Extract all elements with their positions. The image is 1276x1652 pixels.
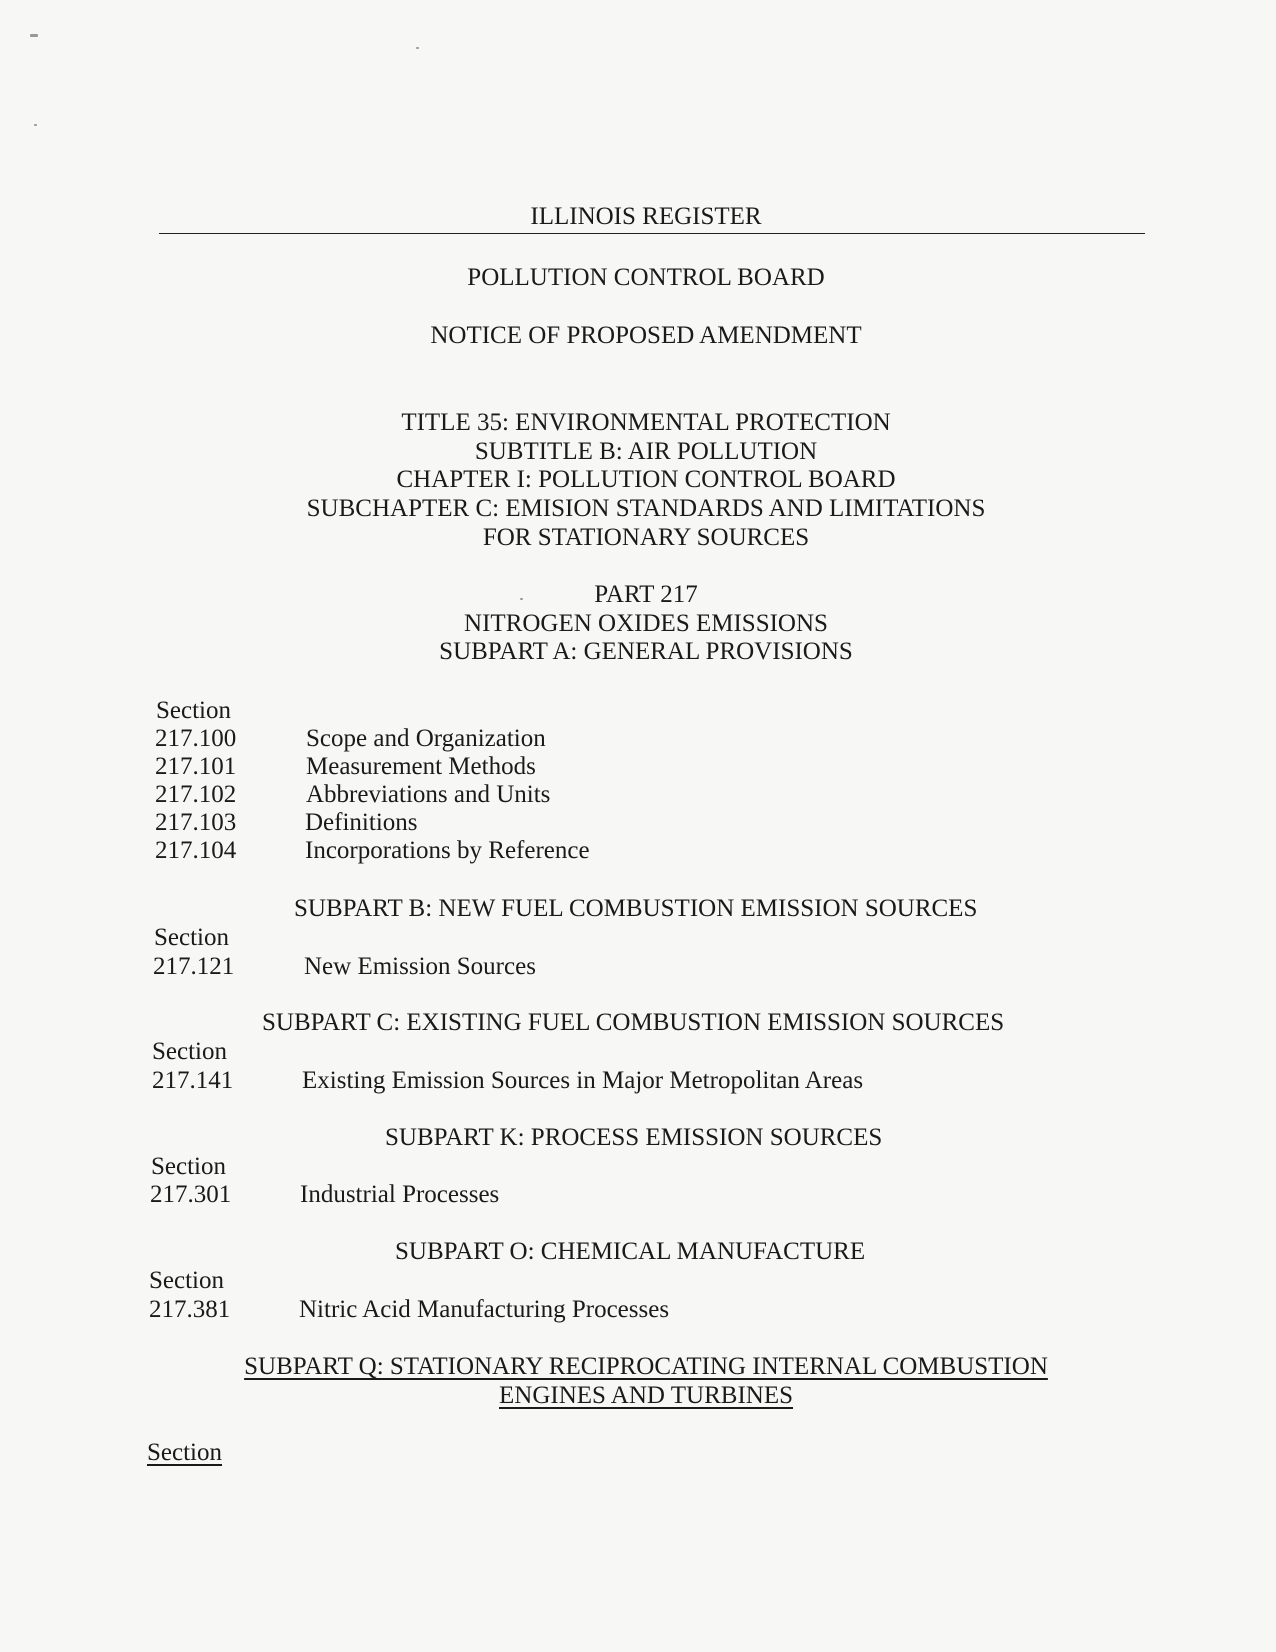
subpart-a-heading: SUBPART A: GENERAL PROVISIONS [439,638,853,665]
section-title: Scope and Organization [306,725,546,752]
subpart-q-heading-line-1: SUBPART Q: STATIONARY RECIPROCATING INTERNAL COMBUSTION [244,1353,1048,1380]
section-title: Definitions [305,809,418,836]
subpart-k-heading: SUBPART K: PROCESS EMISSION SOURCES [385,1124,883,1151]
subchapter-line-2: FOR STATIONARY SOURCES [482,524,810,551]
part-number: PART 217 [594,581,698,608]
section-number: 217.102 [155,781,237,808]
title-line: TITLE 35: ENVIRONMENTAL PROTECTION [401,409,891,436]
section-number: 217.104 [155,837,237,864]
section-number: 217.381 [149,1296,231,1323]
section-label: Section [156,697,231,724]
subpart-o-heading: SUBPART O: CHEMICAL MANUFACTURE [395,1238,866,1265]
section-number: 217.101 [155,753,237,780]
scan-speck [34,124,37,126]
section-number: 217.121 [153,953,235,980]
section-title: New Emission Sources [304,953,536,980]
section-title: Incorporations by Reference [305,837,590,864]
section-title: Abbreviations and Units [306,781,551,808]
subpart-b-heading: SUBPART B: NEW FUEL COMBUSTION EMISSION SOURCES [294,895,978,922]
section-number: 217.301 [150,1181,232,1208]
section-title: Existing Emission Sources in Major Metropolitan Areas [302,1067,864,1094]
section-label: Section [149,1267,224,1294]
part-name: NITROGEN OXIDES EMISSIONS [464,610,828,637]
scan-speck [416,47,419,49]
section-title: Nitric Acid Manufacturing Processes [299,1296,670,1323]
chapter-line: CHAPTER I: POLLUTION CONTROL BOARD [396,466,896,493]
section-label: Section [154,924,229,951]
section-label-underlined: Section [147,1439,222,1466]
section-label: Section [151,1153,226,1180]
subtitle-line: SUBTITLE B: AIR POLLUTION [474,438,818,465]
agency-name: POLLUTION CONTROL BOARD [467,264,825,291]
section-number: 217.100 [155,725,237,752]
subpart-q-heading-line-2: ENGINES AND TURBINES [499,1382,793,1409]
scan-speck [30,34,38,37]
subchapter-line-1: SUBCHAPTER C: EMISION STANDARDS AND LIMITATIONS [306,495,986,522]
section-number: 217.141 [152,1067,234,1094]
header-rule [159,233,1145,234]
section-label: Section [152,1038,227,1065]
section-title: Measurement Methods [306,753,536,780]
section-title: Industrial Processes [300,1181,500,1208]
register-title: ILLINOIS REGISTER [530,203,762,230]
notice-type: NOTICE OF PROPOSED AMENDMENT [430,322,862,349]
subpart-c-heading: SUBPART C: EXISTING FUEL COMBUSTION EMISSION SOURCES [262,1009,1005,1036]
section-number: 217.103 [155,809,237,836]
